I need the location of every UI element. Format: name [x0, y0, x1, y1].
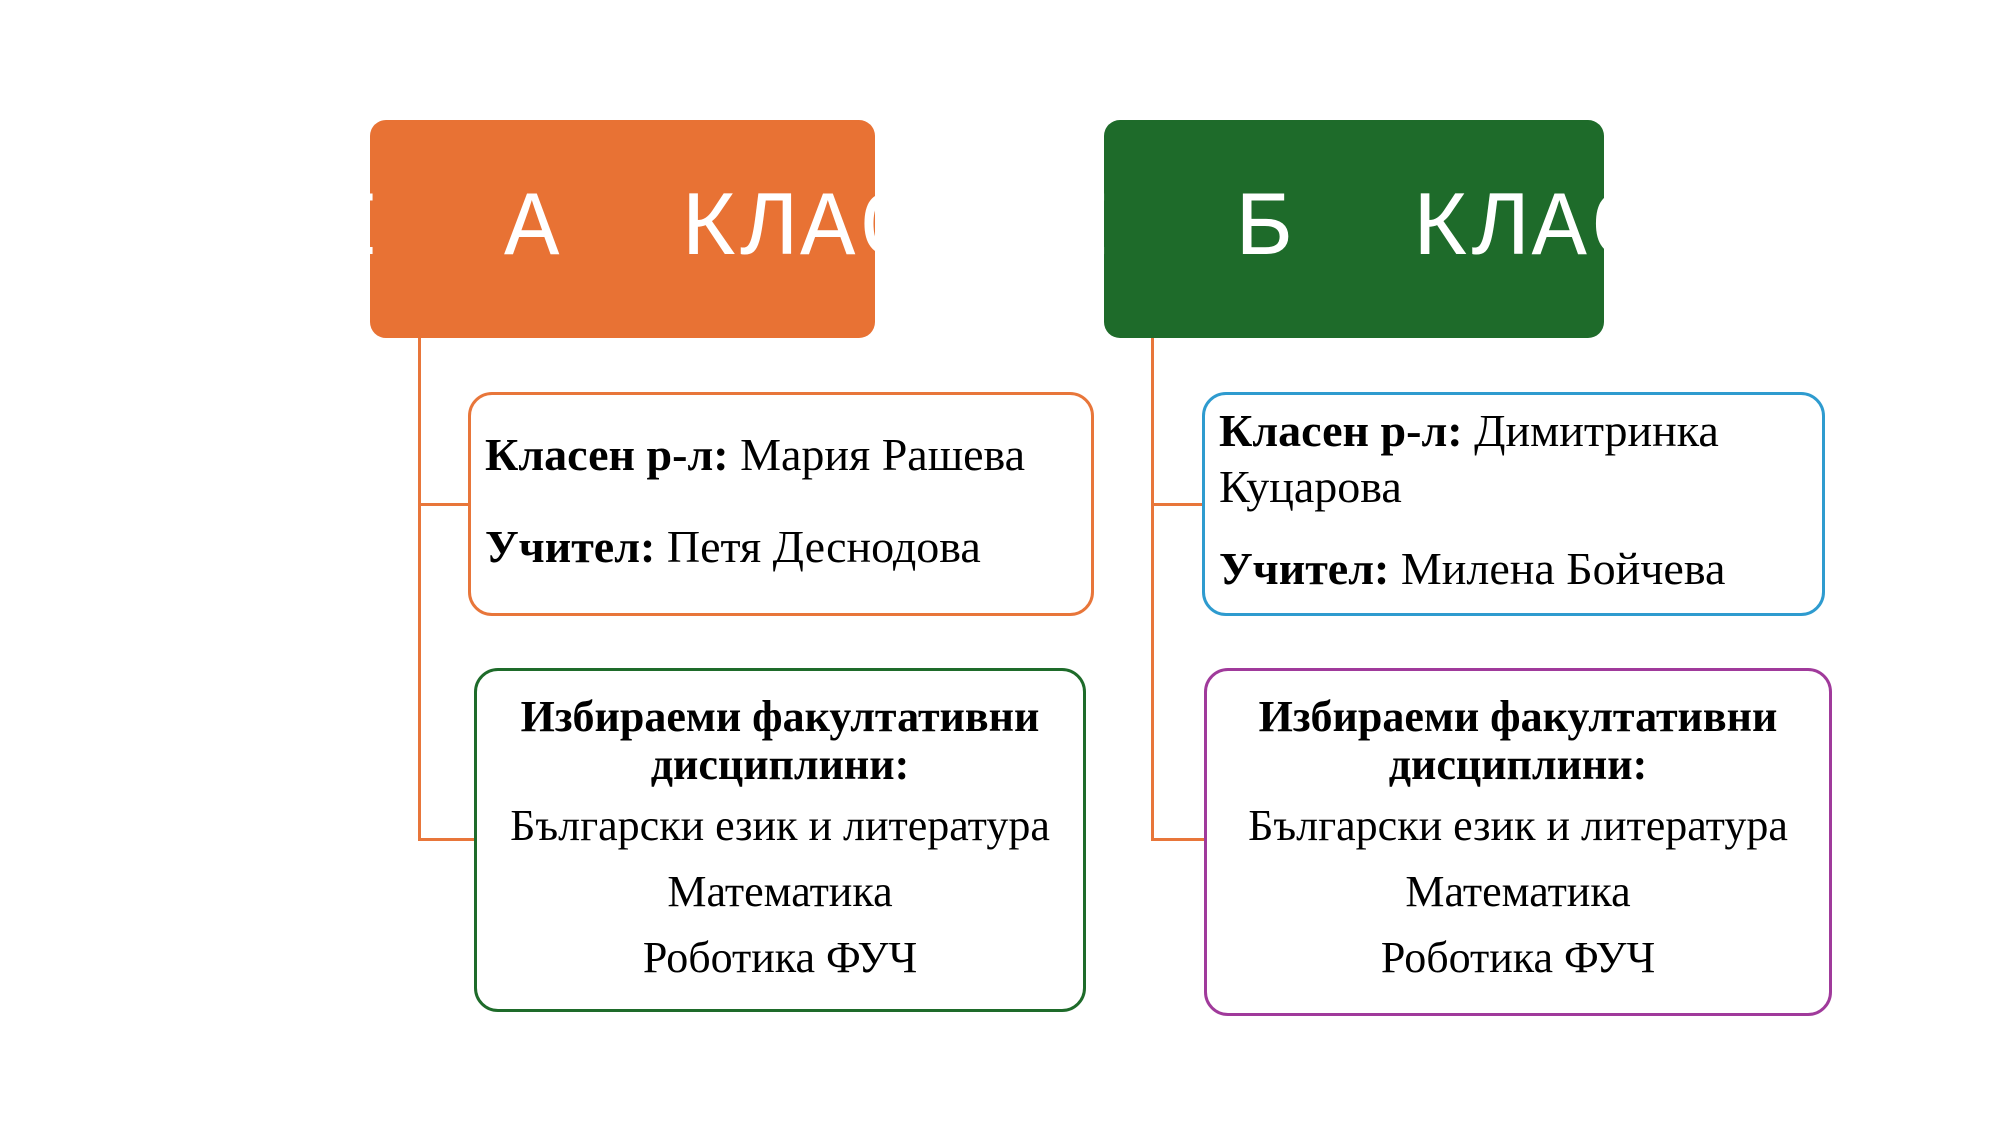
elective-item: Роботика ФУЧ: [642, 933, 918, 982]
class-a-class-teacher-row: [485, 427, 1077, 483]
teacher-name: Милена Бойчева: [1400, 543, 1726, 594]
connector-a-teacher: [418, 503, 470, 506]
class-teacher-name: Мария Рашева: [740, 429, 1026, 480]
class-a-header: I А КЛАС: [370, 120, 875, 338]
electives-title: Избираеми факултативни дисциплини:: [520, 692, 1040, 789]
elective-item: Роботика ФУЧ: [1380, 933, 1656, 982]
class-a-teacher-box: [468, 392, 1094, 616]
connector-b-vertical: [1151, 338, 1154, 840]
class-b-class-teacher-row: [1219, 403, 1808, 515]
class-b-header: I Б КЛАС: [1104, 120, 1604, 338]
teacher-label: Учител:: [1219, 543, 1390, 594]
elective-item: Математика: [1405, 867, 1631, 916]
class-teacher-name: Димитринка Куцарова: [1219, 405, 1719, 512]
class-teacher-label: Класен р-л:: [1219, 405, 1463, 456]
class-b-electives-box: [1204, 668, 1832, 1016]
connector-a-vertical: [418, 338, 421, 840]
connector-a-electives: [418, 838, 476, 841]
elective-item: Български език и литература: [510, 801, 1050, 850]
connector-b-electives: [1151, 838, 1206, 841]
connector-b-teacher: [1151, 503, 1204, 506]
class-b-teacher-box: [1202, 392, 1825, 616]
electives-title: Избираеми факултативни дисциплини:: [1258, 692, 1778, 789]
class-a-teacher-row: [485, 519, 1077, 575]
teacher-label: Учител:: [485, 521, 656, 572]
elective-item: Математика: [667, 867, 893, 916]
teacher-name: Петя Деснодова: [666, 521, 981, 572]
elective-item: Български език и литература: [1248, 801, 1788, 850]
class-teacher-label: Класен р-л:: [485, 429, 729, 480]
class-a-electives-box: [474, 668, 1086, 1012]
class-b-teacher-row: [1219, 541, 1808, 597]
